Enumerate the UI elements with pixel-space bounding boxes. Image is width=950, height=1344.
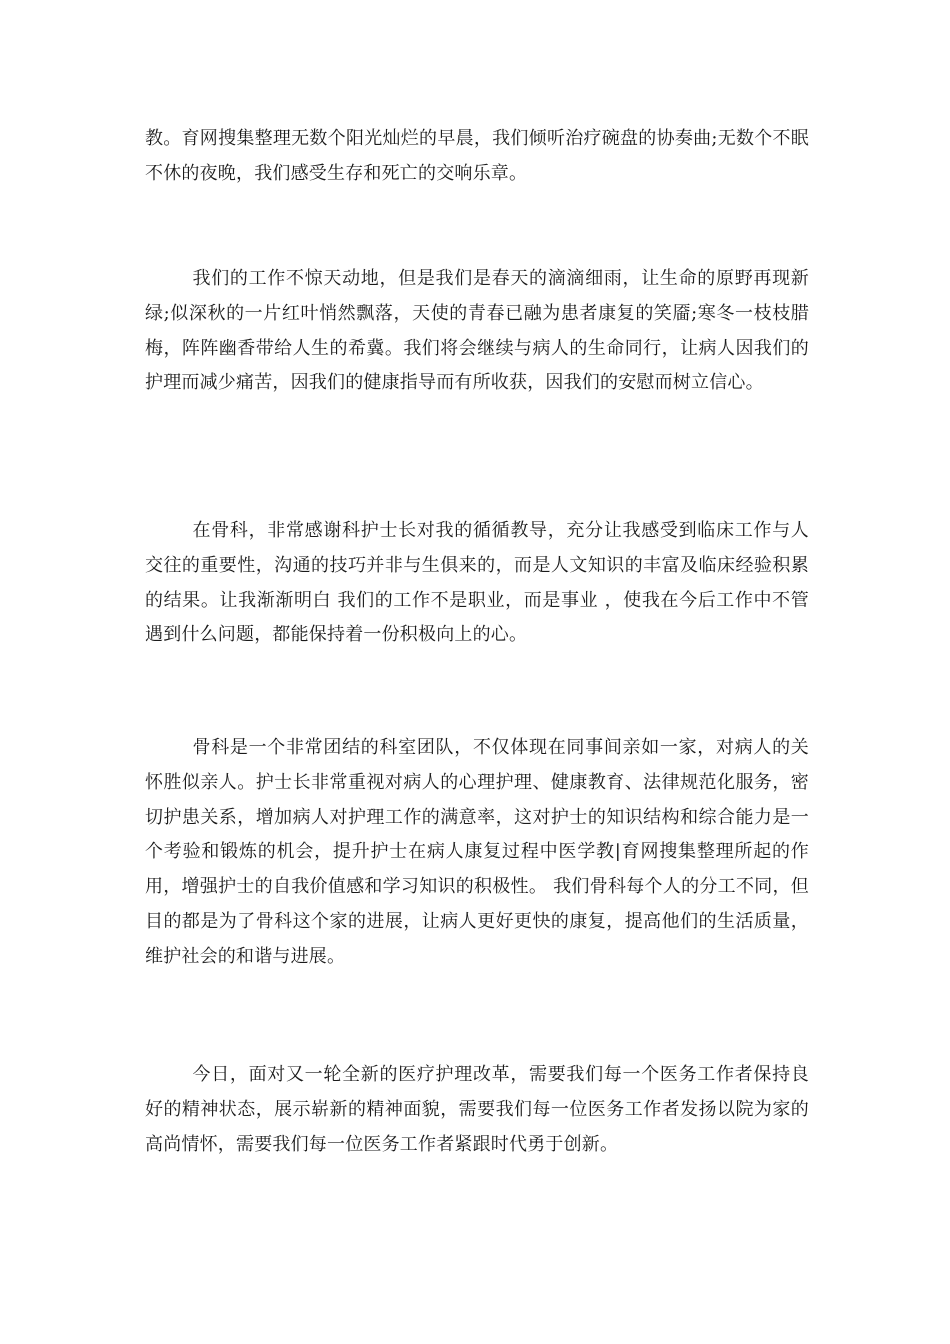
paragraph-3-text: 在骨科，非常感谢科护士长对我的循循教导，充分让我感受到临床工作与人交往的重要性，沟通的技巧并非与生俱来的，而是人文知识的丰富及临床经验积累的结果。让我渐渐明白 我们的工作不是职业，而是事业 ，使我在今后工作中不管遇到什么问题，都能保持着一份积极向上的心。 — [145, 520, 809, 646]
paragraph-4 — [145, 731, 809, 975]
paragraph-4-text: 骨科是一个非常团结的科室团队，不仅体现在同事间亲如一家，对病人的关怀胜似亲人。护士长非常重视对病人的心理护理、健康教育、法律规范化服务，密切护患关系，增加病人对护理工作的满意率，这对护士的知识结构和综合能力是一个考验和锻炼的机会，提升护士在病人康复过程中医学教|育网搜集整理所起的作用，增强护士的自我价值感和学习知识的积极性。 我们骨科每个人的分工不同，但目的都是为了骨科这个家的进展，让病人更好更快的康复，提高他们的生活质量，维护社会的和谐与进展。 — [145, 737, 809, 967]
paragraph-1 — [145, 122, 809, 192]
paragraph-1-text: 教。育网搜集整理无数个阳光灿烂的早晨，我们倾听治疗碗盘的协奏曲;无数个不眠不休的夜晚，我们感受生存和死亡的交响乐章。 — [145, 128, 809, 184]
paragraph-2 — [145, 262, 809, 401]
paragraph-3 — [145, 514, 809, 653]
paragraph-2-text: 我们的工作不惊天动地，但是我们是春天的滴滴细雨，让生命的原野再现新绿;似深秋的一片红叶悄然飘落，天使的青春已融为患者康复的笑靥;寒冬一枝枝腊梅，阵阵幽香带给人生的希冀。我们将会继续与病人的生命同行，让病人因我们的护理而减少痛苦，因我们的健康指导而有所收获，因我们的安慰而树立信心。 — [145, 268, 809, 394]
paragraph-5 — [145, 1058, 809, 1162]
paragraph-5-text: 今日，面对又一轮全新的医疗护理改革，需要我们每一个医务工作者保持良好的精神状态，展示崭新的精神面貌，需要我们每一位医务工作者发扬以院为家的高尚情怀，需要我们每一位医务工作者紧跟时代勇于创新。 — [145, 1064, 809, 1155]
